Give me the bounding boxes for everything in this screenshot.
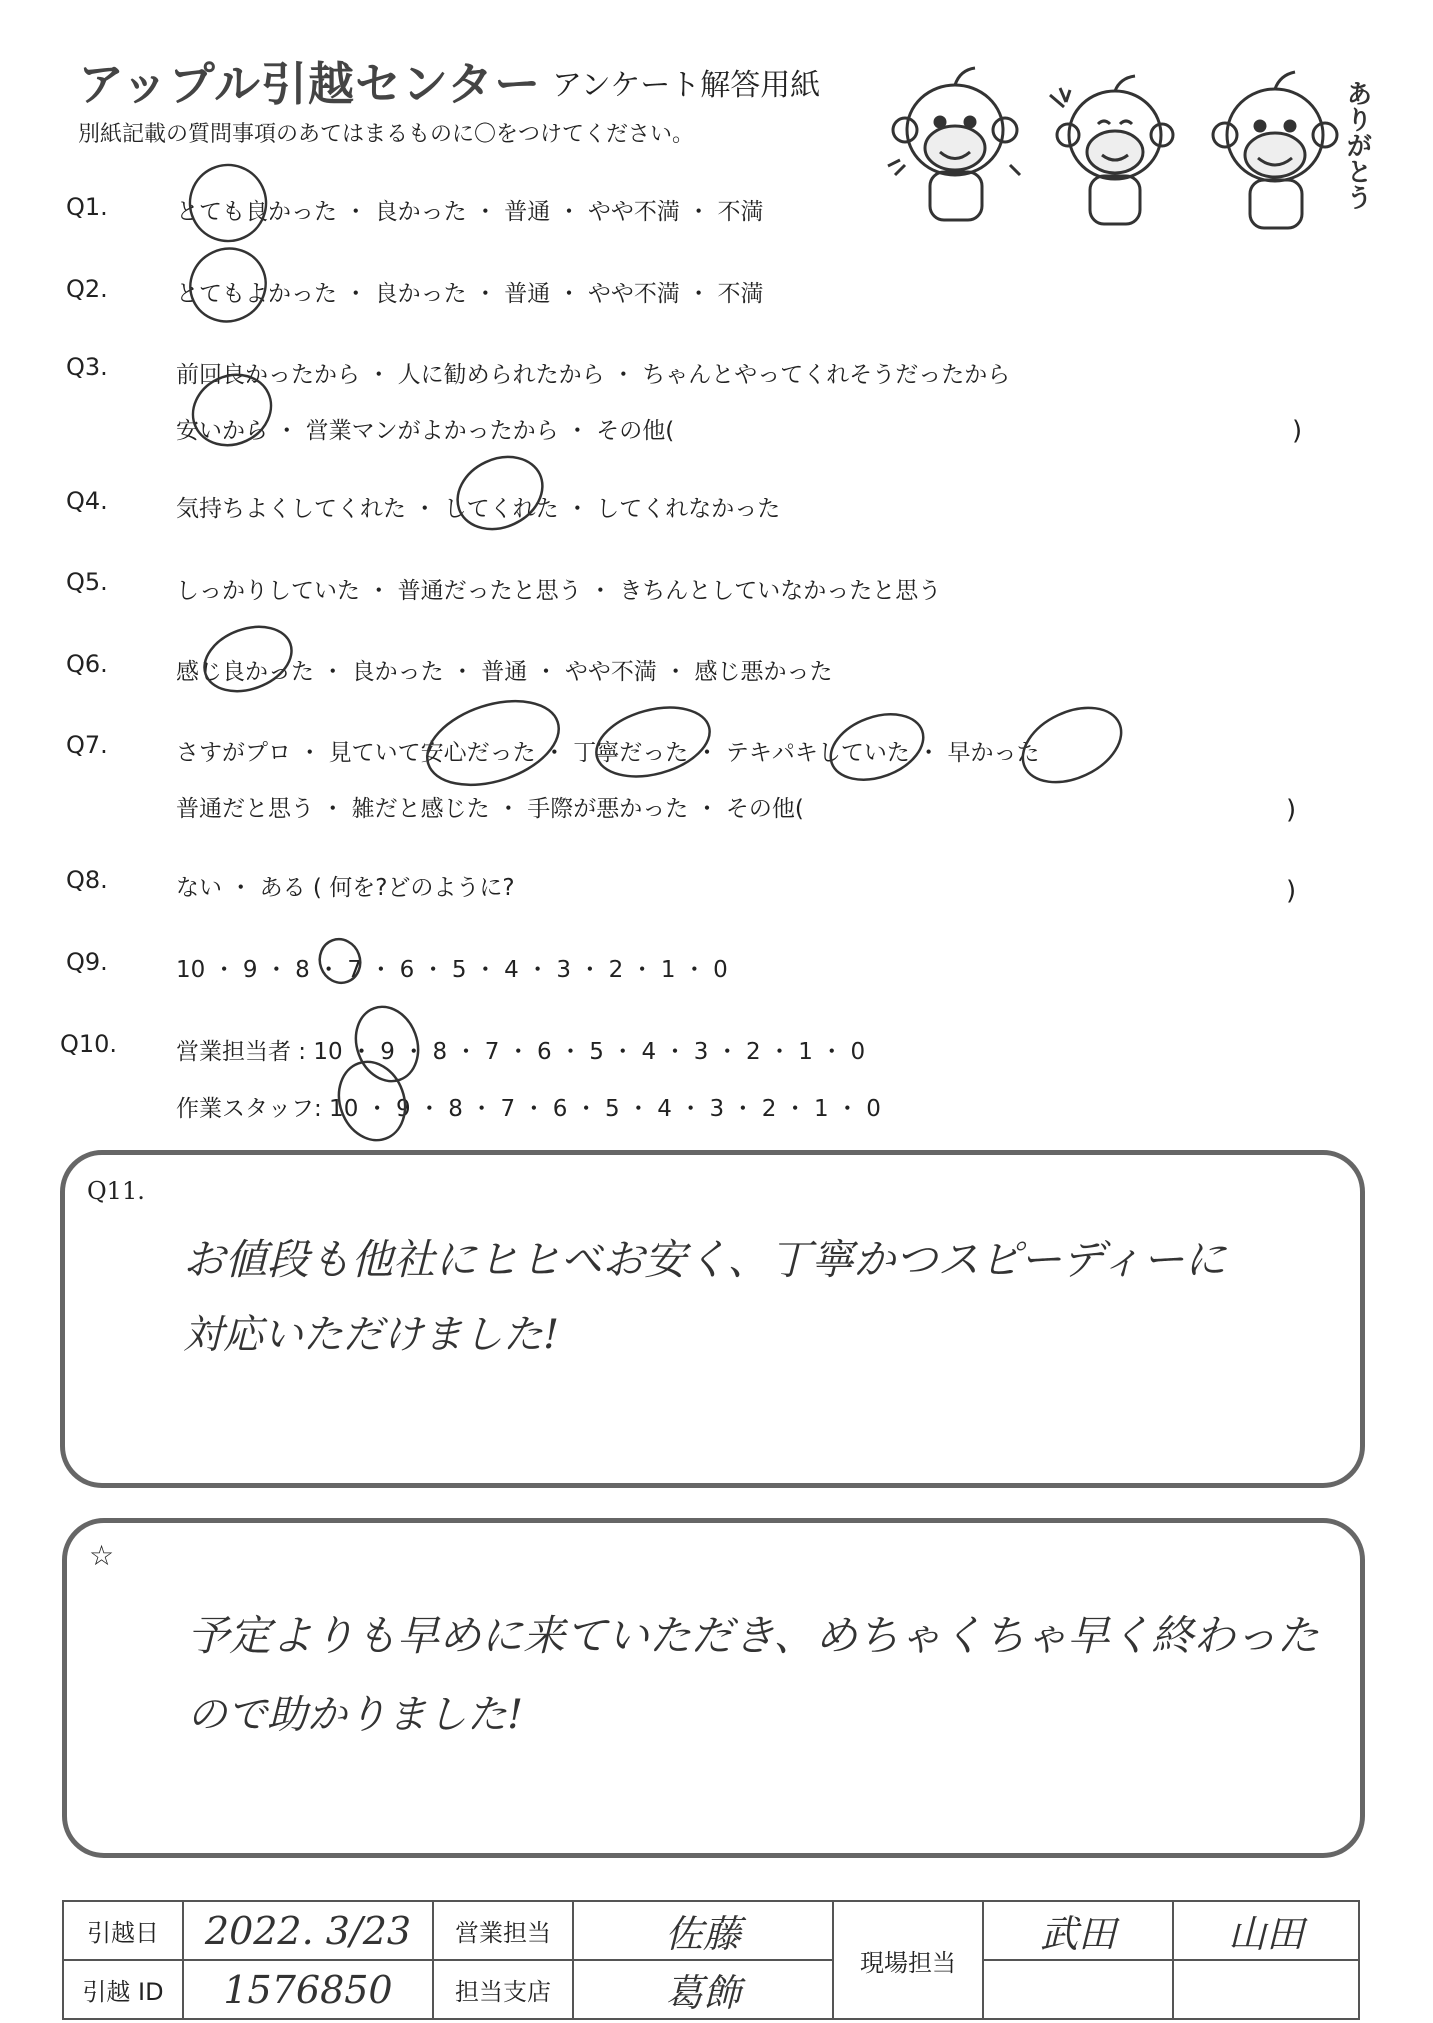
question-options: 普通だと思う ・ 雑だと感じた ・ 手際が悪かった ・ その他( bbox=[176, 796, 804, 822]
monkey-mascot-icon bbox=[1213, 72, 1337, 228]
thank-you-text: ありがとう bbox=[1342, 80, 1372, 210]
question-number: Q2. bbox=[66, 275, 108, 303]
form-title: アップル引越センター bbox=[78, 57, 542, 111]
q11-comment-box bbox=[60, 1150, 1365, 1488]
question-number: Q7. bbox=[66, 731, 108, 759]
monkey-mascot-icon bbox=[888, 68, 1020, 220]
question-number: Q4. bbox=[66, 487, 108, 515]
star-label: ☆ bbox=[89, 1539, 115, 1572]
sales-rep-value: 佐藤 bbox=[573, 1901, 833, 1960]
sales-rep-label: 営業担当 bbox=[433, 1901, 573, 1960]
site-rep-empty-cell bbox=[1173, 1960, 1359, 2019]
q11-handwriting-line: お値段も他社にヒヒベお安く、丁寧かつスピーディーに bbox=[183, 1235, 1227, 1284]
close-paren: ) bbox=[1286, 876, 1297, 906]
branch-label: 担当支店 bbox=[433, 1960, 573, 2019]
question-number: Q5. bbox=[66, 568, 108, 596]
q11-label: Q11. bbox=[87, 1177, 145, 1205]
q11-handwriting-line: 対応いただけました! bbox=[183, 1312, 560, 1358]
question-options: 10 ・ 9 ・ 8 ・ 7 ・ 6 ・ 5 ・ 4 ・ 3 ・ 2 ・ 1 ・ 0 bbox=[176, 957, 728, 983]
question-options: 気持ちよくしてくれた ・ してくれた ・ してくれなかった bbox=[176, 496, 781, 522]
instruction-text: 別紙記載の質問事項のあてはまるものに〇をつけてください。 bbox=[78, 122, 695, 147]
question-number: Q1. bbox=[66, 193, 108, 221]
question-number: Q6. bbox=[66, 650, 108, 678]
move-id-label: 引越 ID bbox=[63, 1960, 183, 2019]
question-number: Q8. bbox=[66, 866, 108, 894]
monkey-mascot-icon bbox=[1050, 76, 1173, 224]
move-date-label: 引越日 bbox=[63, 1901, 183, 1960]
form-subtitle: アンケート解答用紙 bbox=[552, 68, 821, 103]
question-options: とてもよかった ・ 良かった ・ 普通 ・ やや不満 ・ 不満 bbox=[176, 281, 764, 307]
site-rep-value-1: 武田 bbox=[983, 1901, 1173, 1960]
site-rep-value-2: 山田 bbox=[1173, 1901, 1359, 1960]
free-comment-handwriting-line: 予定よりも早めに来ていただき、めちゃくちゃ早く終わった bbox=[187, 1611, 1319, 1660]
free-comment-handwriting-line: ので助かりました! bbox=[187, 1692, 524, 1738]
question-number: Q9. bbox=[66, 948, 108, 976]
question-options: 作業スタッフ: 10 ・ 9 ・ 8 ・ 7 ・ 6 ・ 5 ・ 4 ・ 3 ・ 2 ・ 1 ・ 0 bbox=[176, 1096, 881, 1122]
move-id-value: 1576850 bbox=[183, 1960, 433, 2019]
question-options: しっかりしていた ・ 普通だったと思う ・ きちんとしていなかったと思う bbox=[176, 578, 942, 604]
move-date-value: 2022. 3/23 bbox=[183, 1901, 433, 1960]
branch-value: 葛飾 bbox=[573, 1960, 833, 2019]
question-options: 営業担当者 : 10 ・ 9 ・ 8 ・ 7 ・ 6 ・ 5 ・ 4 ・ 3 ・ 2 ・ 1 ・ 0 bbox=[176, 1039, 866, 1065]
site-rep-empty-cell bbox=[983, 1960, 1173, 2019]
site-rep-label: 現場担当 bbox=[833, 1901, 983, 2019]
question-options: 安いから ・ 営業マンがよかったから ・ その他( bbox=[176, 418, 675, 444]
question-number: Q3. bbox=[66, 353, 108, 381]
question-options: ない ・ ある ( 何を?どのように? bbox=[176, 875, 515, 901]
question-options: 前回良かったから ・ 人に勧められたから ・ ちゃんとやってくれそうだったから bbox=[176, 362, 1011, 388]
question-number: Q10. bbox=[60, 1030, 118, 1058]
free-comment-box bbox=[62, 1518, 1365, 1858]
footer-info-table bbox=[62, 1900, 1360, 2020]
question-options: とても良かった ・ 良かった ・ 普通 ・ やや不満 ・ 不満 bbox=[176, 199, 764, 225]
question-options: 感じ良かった ・ 良かった ・ 普通 ・ やや不満 ・ 感じ悪かった bbox=[176, 659, 833, 685]
close-paren: ) bbox=[1286, 795, 1297, 825]
question-options: さすがプロ ・ 見ていて安心だった ・ 丁寧だった ・ テキパキしていた ・ 早かった bbox=[176, 740, 1040, 766]
close-paren: ) bbox=[1292, 416, 1303, 446]
